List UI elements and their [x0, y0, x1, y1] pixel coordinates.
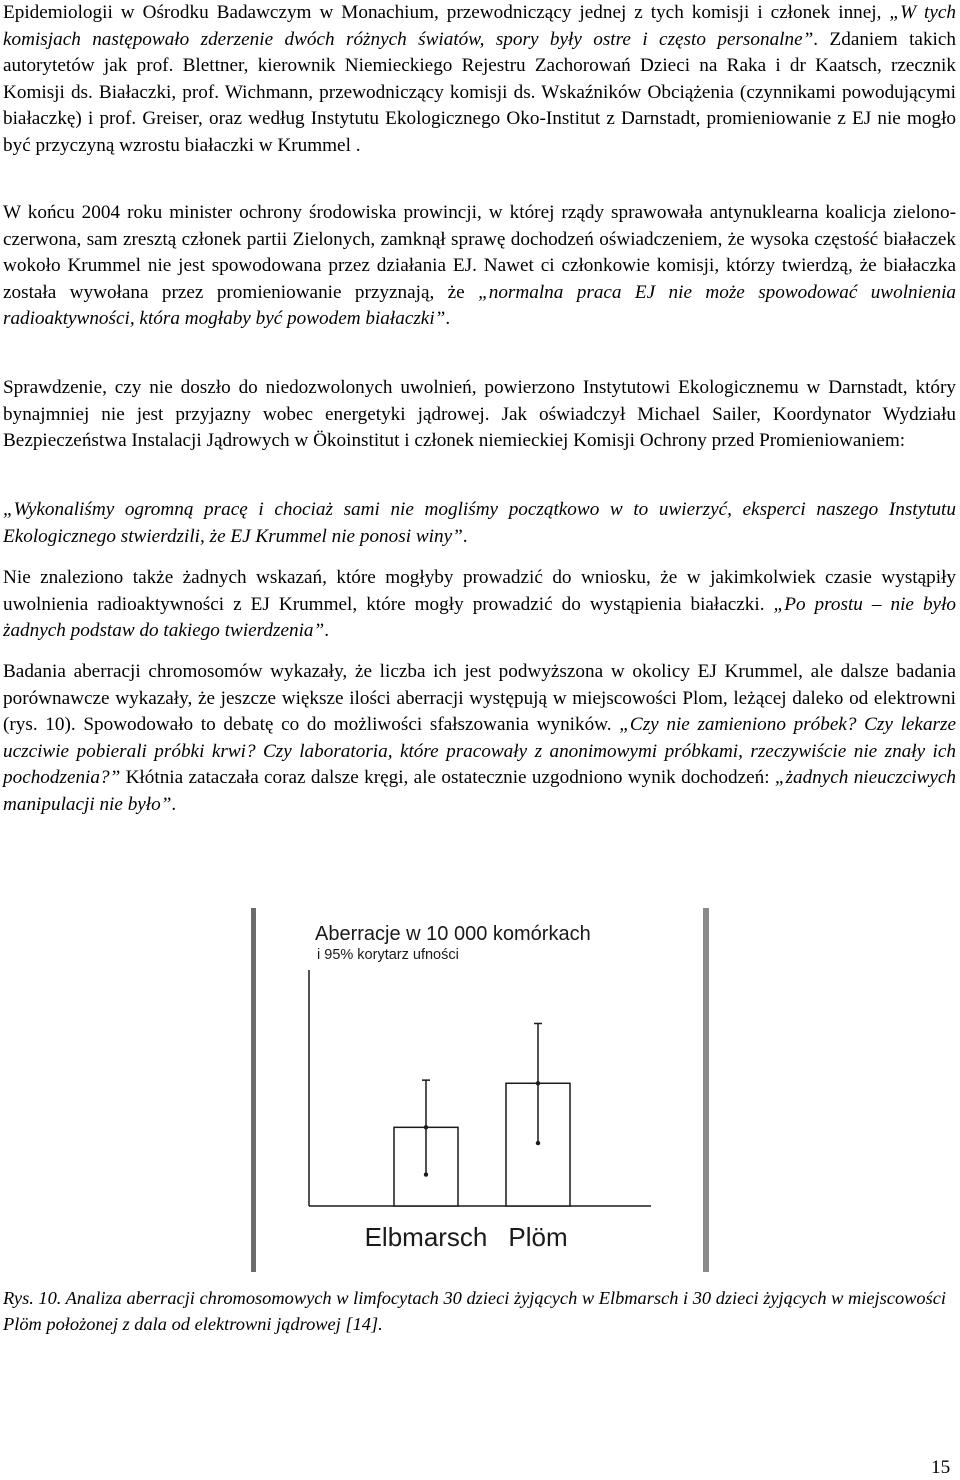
italic-quote-text: „normalna praca EJ nie może spowodować uwolnienia radioaktywności, która mogłaby być powodem białaczki” — [3, 281, 956, 330]
paragraph-5 — [3, 565, 956, 645]
body-text: Sprawdzenie, czy nie doszło do niedozwolonych uwolnień, powierzono Instytutowi Ekologicznemu w Darnstadt, który bynajmniej nie jest przyjazny wobec energetyki jądrowej. Jak oświadczył Michael Sailer, Koordynator Wydziału Bezpieczeństwa Instalacji Jądrowych w Ökoinstitut i członek niemieckiej Komisji Ochrony przed Promieniowaniem: — [3, 377, 956, 452]
bar-top-point-0 — [424, 1125, 428, 1129]
body-text: Nie znaleziono także żadnych wskazań, które mogłyby prowadzić do wniosku, że w jakimkolwiek czasie wystąpiły uwolnienia radioaktywności z EJ Krummel, które mogły prowadzić do wystąpienia białaczki. — [3, 567, 956, 615]
paragraph-3 — [3, 375, 956, 455]
chart-frame-left — [251, 908, 256, 1272]
paragraph-6 — [3, 659, 956, 819]
paragraph-1 — [3, 0, 956, 160]
body-text: Kłótnia zataczała coraz dalsze kręgi, ale ostatecznie uzgodniono wynik dochodzeń: — [120, 767, 775, 789]
aberration-bar-chart — [251, 908, 709, 1272]
chart-title: Aberracje w 10 000 komórkach — [315, 923, 591, 945]
category-label-0: Elbmarsch — [364, 1222, 488, 1252]
paragraph-2 — [3, 200, 956, 333]
italic-quote-text: „Wykonaliśmy ogromną pracę i chociaż sami nie mogliśmy początkowo w to uwierzyć, eksperci naszego Instytutu Ekologicznego stwierdzili, że EJ Krummel nie ponosi winy” — [3, 499, 956, 547]
figure-aberration-chart — [251, 908, 709, 1272]
page-number: 15 — [931, 1457, 951, 1478]
body-text: . — [462, 525, 468, 547]
body-text: Badania aberracji chromosomów wykazały, że liczba ich jest podwyższona w okolicy EJ Krummel, ale dalsze badania porównawcze wykazały, że jeszcze większe ilości aberracji występują w miejscowości Plom, leżącej daleko od elektrowni (rys. 10). Spowodowało to debatę co do możliwości sfałszowania wyników. — [3, 661, 956, 736]
body-text: Epidemiologii w Ośrodku Badawczym w Monachium, przewodniczący jednej z tych komisji i członek innej, — [3, 2, 890, 23]
figure-caption: Rys. 10. Analiza aberracji chromosomowych w limfocytach 30 dzieci żyjących w Elbmarsch i 30 dzieci żyjących w miejscowości Plöm położonej z dala od elektrowni jądrowej [14]. — [3, 1288, 947, 1334]
error-low-point-0 — [424, 1172, 428, 1176]
body-text: . Zdaniem takich autorytetów jak prof. Blettner, kierownik Niemieckiego Rejestru Zachorowań Dzieci na Raka i dr Kaatsch, rzecznik Komisji ds. Białaczki, prof. Wichmann, przewodniczący komisji ds. Wskaźników Obciążenia (czynnikami powodującymi białaczkę) i prof. Greiser, oraz według Instytutu Ekologicznego Oko-Institut z Darnstadt, promieniowanie z EJ nie mogło być przyczyną wzrostu białaczki w Krummel . — [3, 28, 956, 156]
body-text: . — [445, 308, 451, 330]
category-label-1: Plöm — [508, 1222, 568, 1252]
italic-quote-text: „Po prostu – nie było żadnych podstaw do takiego twierdzenia” — [3, 593, 957, 642]
body-text: . — [324, 620, 329, 642]
paragraph-4-quote — [3, 497, 956, 550]
body-text: W końcu 2004 roku minister ochrony środowiska prowincji, w której rządy sprawowała antynuklearna koalicja zielono-czerwona, sam zresztą członek partii Zielonych, zamknął sprawę dochodzeń oświadczeniem, że wysoka częstość białaczek wokoło Krummel nie jest spowodowana przez działania EJ. Nawet ci członkowie komisji, którzy twierdzą, że białaczka została wywołana przez promieniowanie przyznają, że — [3, 202, 956, 303]
error-low-point-1 — [536, 1141, 540, 1145]
chart-frame-right — [703, 908, 709, 1272]
italic-quote-text: „W tych komisjach następowało zderzenie dwóch różnych światów, spory były ostre i często personalne” — [3, 2, 956, 50]
bar-top-point-1 — [536, 1081, 540, 1085]
chart-subtitle: i 95% korytarz ufności — [317, 947, 459, 963]
italic-quote-text: „Czy nie zamieniono próbek? Czy lekarze uczciwie pobierali próbki krwi? Czy laboratoria, które pracowały z anonimowymi próbkami, rzeczywiście nie znały ich pochodzenia?” — [3, 714, 956, 789]
italic-quote-text: „żadnych nieuczciwych manipulacji nie było” — [3, 767, 956, 815]
body-text: . — [171, 793, 177, 815]
